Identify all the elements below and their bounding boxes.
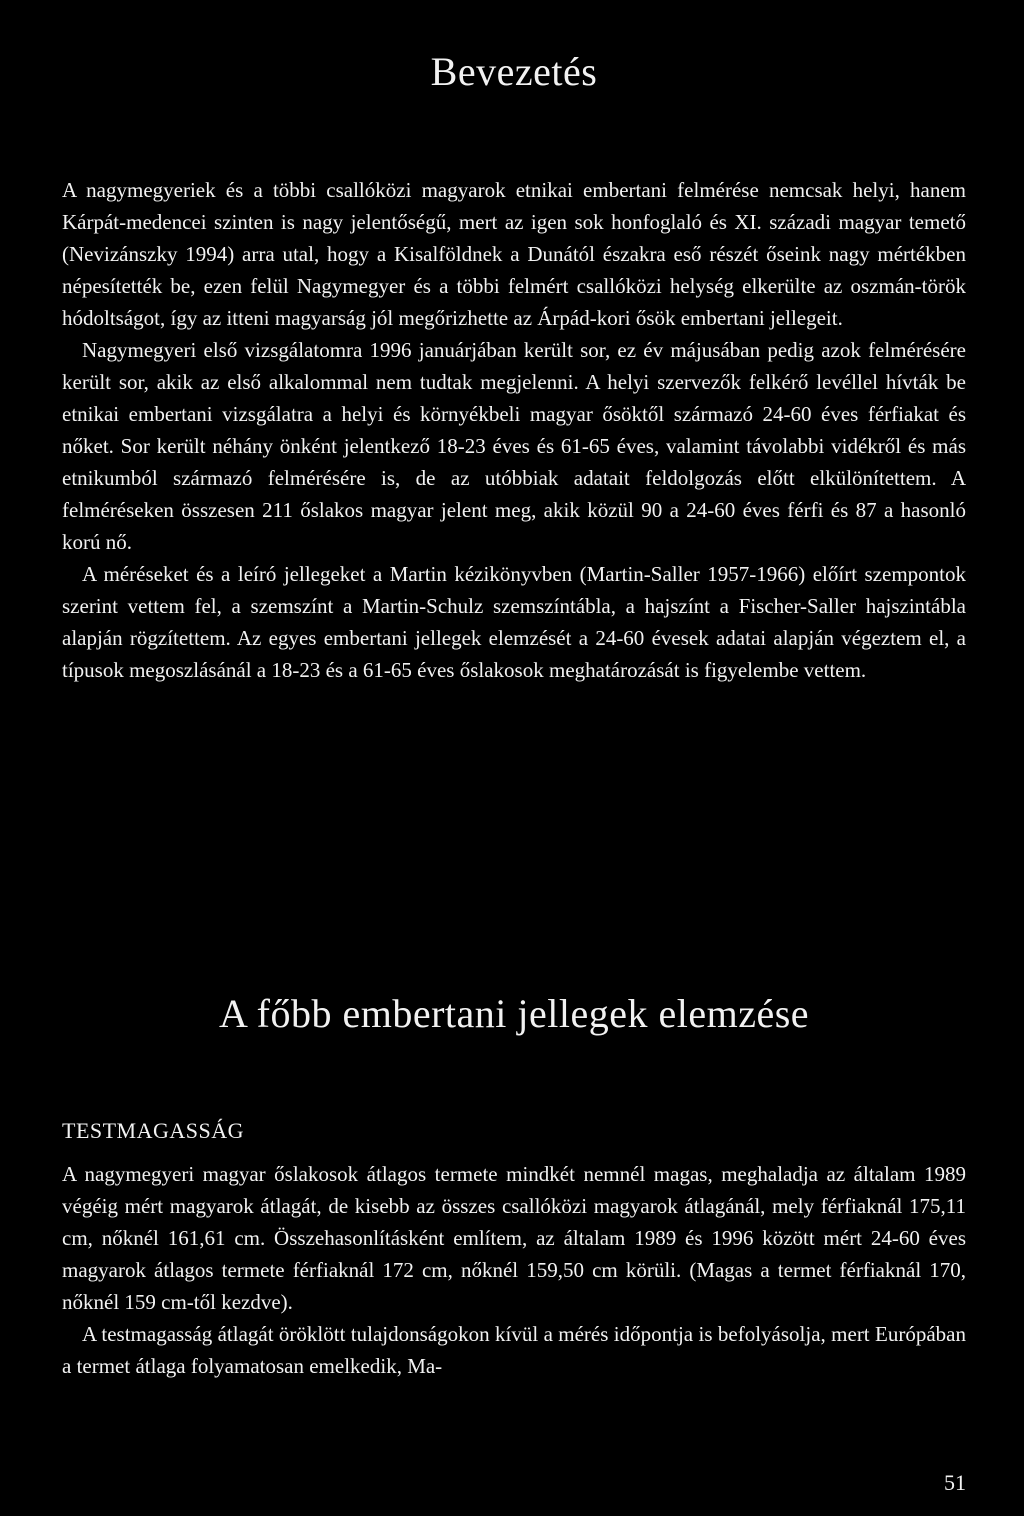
subheading-body-height: TESTMAGASSÁG <box>62 1118 245 1143</box>
paragraph: Nagymegyeri első vizsgálatomra 1996 januárjában került sor, ez év májusában pedig azok felmérésére került sor, akik az első alkalommal nem tudtak megjelenni. A helyi szervezők felkérő levéllel hívták be etnikai embertani vizsgálatra a helyi és környékbeli magyar ősöktől származó 24-60 éves férfiakat és nőket. Sor került néhány önként jelentkező 18-23 éves és 61-65 éves, valamint távolabbi vidékről és más etnikumból származó felmérésére is, de az utóbbiak adatait feldolgozás előtt elkülönítettem. A felméréseken összesen 211 őslakos magyar jelent meg, akik közül 90 a 24-60 éves férfi és 87 a hasonló korú nő. <box>62 338 966 554</box>
introduction-text <box>62 174 966 686</box>
document-page <box>62 0 966 1516</box>
page-number: 51 <box>944 1470 966 1495</box>
paragraph: A nagymegyeri magyar őslakosok átlagos termete mindkét nemnél magas, meghaladja az általam 1989 végéig mért magyarok átlagát, de kisebb az összes csallóközi magyarok átlagánál, mely férfiaknál 175,11 cm, nőknél 161,61 cm. Összehasonlításként említem, az általam 1989 és 1996 között mért 24-60 éves magyarok átlagos termete férfiaknál 172 cm, nőknél 159,50 cm körüli. (Magas a termet férfiaknál 170, nőknél 159 cm-től kezdve). <box>62 1162 966 1314</box>
body-height-text <box>62 1158 966 1382</box>
paragraph: A testmagasság átlagát öröklött tulajdonságokon kívül a mérés időpontja is befolyásolja, mert Európában a termet átlaga folyamatosan emelkedik, Ma- <box>62 1322 966 1378</box>
section-title-analysis: A főbb embertani jellegek elemzése <box>218 991 810 1036</box>
section-title-introduction: Bevezetés <box>430 49 598 94</box>
paragraph: A méréseket és a leíró jellegeket a Martin kézikönyvben (Martin-Saller 1957-1966) előírt szempontok szerint vettem fel, a szemszínt a Martin-Schulz szemszíntábla, a hajszínt a Fischer-Saller hajszintábla alapján rögzítettem. Az egyes embertani jellegek elemzését a 24-60 évesek adatai alapján végeztem el, a típusok megoszlásánál a 18-23 és a 61-65 éves őslakosok meghatározását is figyelembe vettem. <box>62 562 966 682</box>
paragraph: A nagymegyeriek és a többi csallóközi magyarok etnikai embertani felmérése nemcsak helyi, hanem Kárpát-medencei szinten is nagy jelentőségű, mert az igen sok honfoglaló és XI. századi magyar temető (Nevizánszky 1994) arra utal, hogy a Kisalföldnek a Dunától északra eső részét őseink nagy mértékben népesítették be, ezen felül Nagymegyer és a többi felmért csallóközi helység elkerülte az oszmán-török hódoltságot, így az itteni magyarság jól megőrizhette az Árpád-kori ősök embertani jellegeit. <box>62 178 966 330</box>
